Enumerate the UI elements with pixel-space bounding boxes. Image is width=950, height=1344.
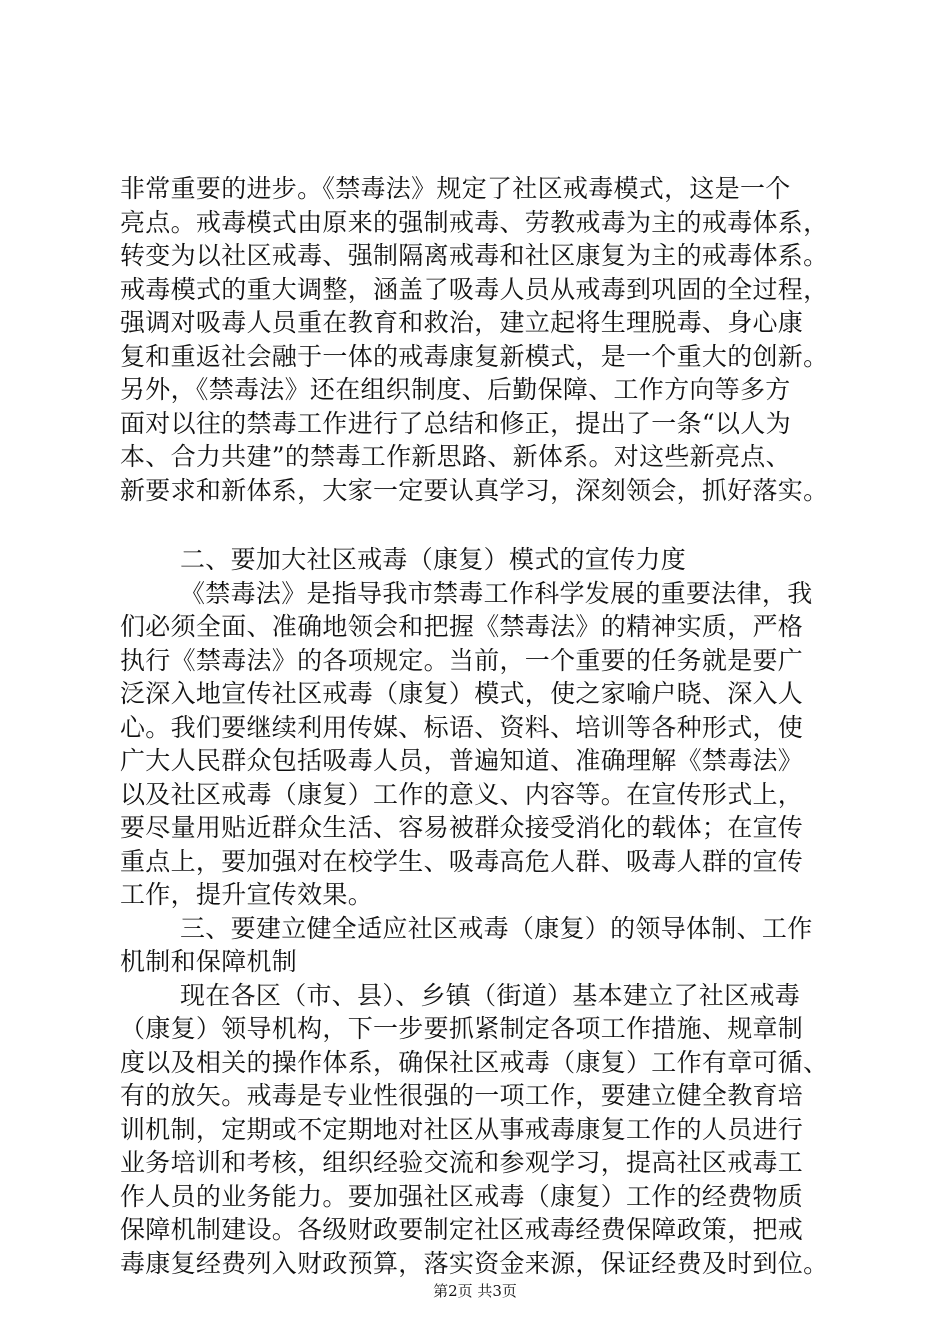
- paragraph-line: 《禁毒法》是指导我市禁毒工作科学发展的重要法律，我: [180, 578, 813, 608]
- paragraph-line: 泛深入地宣传社区戒毒（康复）模式，使之家喻户晓、深入人: [120, 679, 804, 708]
- paragraph-gap: [120, 507, 840, 543]
- paragraph-line: 业务培训和考核，组织经验交流和参观学习，提高社区戒毒工: [120, 1148, 804, 1177]
- paragraph-line: 戒毒模式的重大调整，涵盖了吸毒人员从戒毒到巩固的全过程，: [120, 274, 829, 304]
- paragraph-line: 执行《禁毒法》的各项规定。当前，一个重要的任务就是要广: [120, 645, 804, 675]
- paragraph-line: 复和重返社会融于一体的戒毒康复新模式，是一个重大的创新。: [120, 341, 829, 371]
- paragraph-line: 心。我们要继续利用传媒、标语、资料、培训等各种形式，使: [120, 712, 804, 742]
- paragraph-line: 本、合力共建”的禁毒工作新思路、新体系。对这些新亮点、: [120, 442, 791, 471]
- paragraph-line: 非常重要的进步。《禁毒法》规定了社区戒毒模式，这是一个: [120, 174, 791, 203]
- paragraph-line: 重点上，要加强对在校学生、吸毒高危人群、吸毒人群的宣传: [120, 846, 804, 876]
- document-body: [120, 172, 840, 1280]
- section-heading-continued: 机制和保障机制: [120, 947, 298, 976]
- paragraph-line: 有的放矢。戒毒是专业性很强的一项工作，要建立健全教育培: [120, 1081, 804, 1110]
- paragraph-line: 以及社区戒毒（康复）工作的意义、内容等。在宣传形式上，: [120, 779, 804, 809]
- paragraph-line: 另外，《禁毒法》还在组织制度、后勤保障、工作方向等多方: [120, 375, 791, 404]
- paragraph-line: 毒康复经费列入财政预算，落实资金来源，保证经费及时到位。: [120, 1248, 829, 1278]
- paragraph-line: 工作，提升宣传效果。: [120, 880, 374, 909]
- paragraph-line: 强调对吸毒人员重在教育和救治，建立起将生理脱毒、身心康: [120, 308, 804, 337]
- paragraph-line: 新要求和新体系，大家一定要认真学习，深刻领会，抓好落实。: [120, 475, 829, 505]
- paragraph-line: 面对以往的禁毒工作进行了总结和修正，提出了一条“以人为: [120, 408, 791, 438]
- page-number: 第2页 共3页: [433, 1282, 517, 1300]
- section-2: [120, 543, 840, 912]
- paragraph-line: 转变为以社区戒毒、强制隔离戒毒和社区康复为主的戒毒体系。: [120, 241, 829, 270]
- paragraph-line: 亮点。戒毒模式由原来的强制戒毒、劳教戒毒为主的戒毒体系，: [120, 207, 829, 237]
- paragraph-line: 训机制，定期或不定期地对社区从事戒毒康复工作的人员进行: [120, 1114, 804, 1144]
- paragraph-line: 度以及相关的操作体系，确保社区戒毒（康复）工作有章可循、: [120, 1047, 829, 1077]
- paragraph-line: 要尽量用贴近群众生活、容易被群众接受消化的载体；在宣传: [120, 813, 804, 842]
- section-3: [120, 912, 840, 1281]
- section-heading: 二、要加大社区戒毒（康复）模式的宣传力度: [180, 545, 687, 574]
- paragraph-line: 现在各区（市、县）、乡镇（街道）基本建立了社区戒毒: [180, 980, 801, 1010]
- paragraph-line: 广大人民群众包括吸毒人员，普遍知道、准确理解《禁毒法》: [120, 746, 804, 775]
- section-heading: 三、要建立健全适应社区戒毒（康复）的领导体制、工作: [180, 913, 813, 943]
- paragraph-line: （康复）领导机构，下一步要抓紧制定各项工作措施、规章制: [120, 1014, 804, 1043]
- paragraph-line: 们必须全面、准确地领会和把握《禁毒法》的精神实质，严格: [120, 612, 804, 641]
- paragraph-line: 保障机制建设。各级财政要制定社区戒毒经费保障政策，把戒: [120, 1215, 804, 1244]
- section-1: [120, 172, 840, 507]
- paragraph-line: 作人员的业务能力。要加强社区戒毒（康复）工作的经费物质: [120, 1181, 804, 1211]
